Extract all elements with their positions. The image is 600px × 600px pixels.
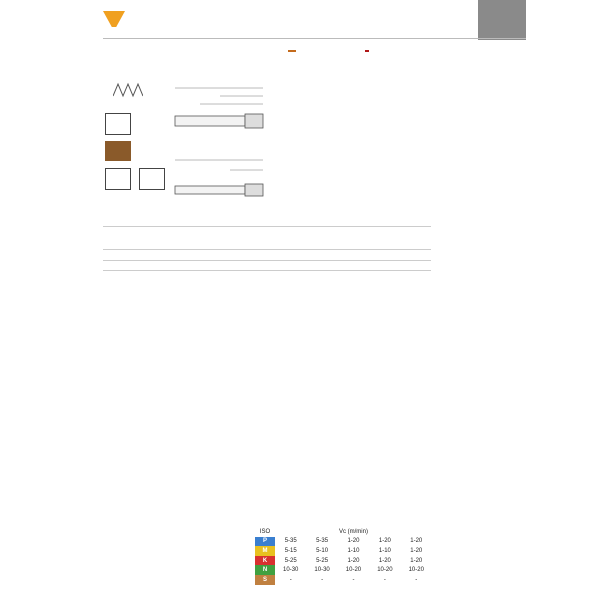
- divider: [103, 270, 431, 271]
- vc-value: 5-15: [284, 547, 297, 554]
- divider: [103, 249, 431, 250]
- vc-value: 1-10: [347, 547, 360, 554]
- vc-header: [255, 527, 432, 537]
- vc-value: 1-20: [347, 557, 360, 564]
- vc-value: 10-20: [345, 567, 362, 574]
- vc-value: -: [352, 576, 355, 583]
- tap-dimension-drawing: [170, 78, 270, 203]
- din371-badge: [105, 168, 131, 190]
- cutting-speed-table: [255, 527, 432, 585]
- iso-group: P: [255, 537, 275, 547]
- vc-value: 5-10: [316, 547, 329, 554]
- vc-value: 10-30: [314, 567, 330, 574]
- vc-value: 5-25: [284, 557, 297, 564]
- ts-coating-badge: [105, 141, 131, 161]
- thread-profile-icon: [113, 78, 143, 100]
- divider: [103, 260, 431, 261]
- vc-value: 1-10: [378, 547, 391, 554]
- vc-label: Vc (m/min): [338, 528, 368, 535]
- fanar-logo: [103, 8, 203, 30]
- vc-value: 1-20: [378, 557, 391, 564]
- divider: [103, 226, 431, 227]
- header-divider: [103, 38, 526, 39]
- vc-value: 10-30: [283, 567, 299, 574]
- vc-row: [255, 556, 432, 566]
- vc-row: [255, 546, 432, 556]
- brand-1400ht: [365, 50, 369, 52]
- vc-value: -: [383, 576, 386, 583]
- vc-value: 5-35: [316, 538, 329, 545]
- vc-value: 10-20: [377, 567, 393, 574]
- din376-badge: [139, 168, 165, 190]
- iso-header: ISO: [259, 528, 271, 535]
- vc-value: 1-20: [410, 557, 423, 564]
- vc-value: 1-20: [410, 547, 423, 554]
- vc-value: 1-20: [378, 538, 391, 545]
- iso-group: S: [255, 575, 275, 585]
- vc-value: -: [289, 576, 292, 583]
- vc-value: 5-35: [284, 538, 297, 545]
- hsse-pm-badge: [105, 113, 131, 135]
- vc-value: 1-20: [347, 538, 360, 545]
- brand-fan1200: [288, 50, 296, 52]
- logo-mark-icon: [103, 11, 125, 27]
- vc-row: [255, 537, 432, 547]
- vc-row: [255, 565, 432, 575]
- iso-group: N: [255, 565, 275, 575]
- iso-group: M: [255, 546, 275, 556]
- iso-group: K: [255, 556, 275, 566]
- vc-value: 10-20: [408, 567, 424, 574]
- section-tab[interactable]: [478, 0, 526, 40]
- vc-value: -: [321, 576, 324, 583]
- vc-value: -: [415, 576, 418, 583]
- vc-value: 1-20: [410, 538, 423, 545]
- vc-section: [255, 527, 432, 585]
- vc-value: 5-25: [316, 557, 329, 564]
- vc-row: [255, 575, 432, 585]
